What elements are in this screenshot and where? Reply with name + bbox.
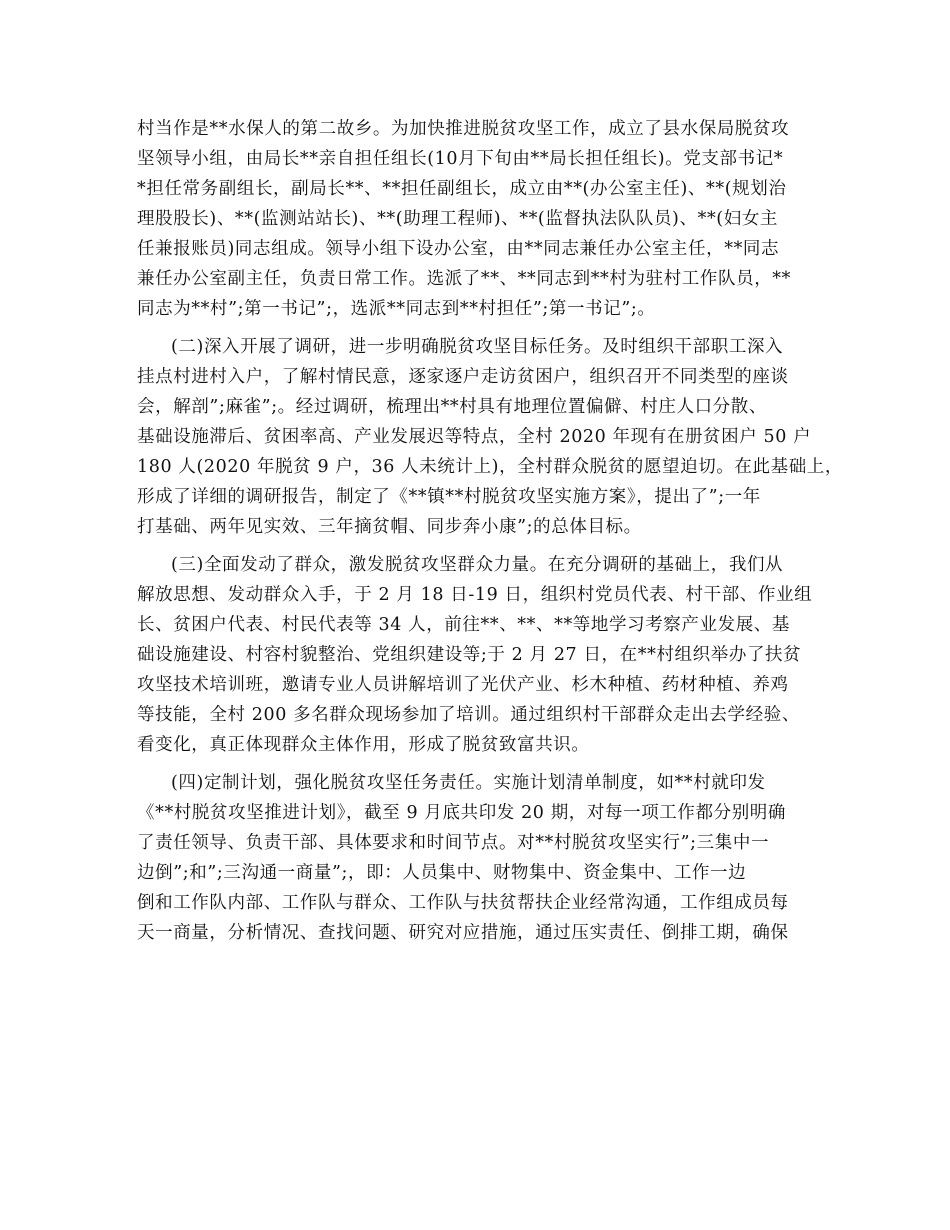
text-line: 倒和工作队内部、工作队与群众、工作队与扶贫帮扶企业经常沟通，工作组成员每 — [137, 893, 789, 913]
text-line: 形成了详细的调研报告，制定了《**镇**村脱贫攻坚实施方案》，提出了”;一年 — [137, 487, 761, 507]
text-line: 会，解剖”;麻雀”;。经过调研，梳理出**村具有地理位置偏僻、村庄人口分散、 — [137, 397, 767, 417]
paragraph-spacer — [137, 324, 817, 332]
text-line: *担任常务副组长，副局长**、**担任副组长，成立由**(办公室主任)、**(规划治 — [137, 179, 787, 199]
text-line: 攻坚技术培训班，邀请专业人员讲解培训了光伏产业、杉木种植、药材种植、养鸡 — [137, 675, 789, 695]
paragraph-spacer — [137, 542, 817, 550]
text-line: 等技能，全村 200 多名群众现场参加了培训。通过组织村干部群众走出去学经验、 — [137, 705, 800, 725]
paragraph-3 — [137, 550, 817, 760]
text-line: 了责任领导、负责干部、具体要求和时间节点。对**村脱贫攻坚实行”;三集中一 — [137, 833, 770, 853]
paragraph-spacer — [137, 760, 817, 768]
paragraph-2 — [137, 332, 844, 542]
text-line: 看变化，真正体现群众主体作用，形成了脱贫致富共识。 — [137, 735, 590, 755]
text-line: (三)全面发动了群众，激发脱贫攻坚群众力量。在充分调研的基础上，我们从 — [171, 555, 784, 575]
text-line: 边倒”;和”;三沟通一商量”;，即：人员集中、财物集中、资金集中、工作一边 — [137, 863, 747, 883]
text-line: 打基础、两年见实效、三年摘贫帽、同步奔小康”;的总体目标。 — [137, 517, 642, 537]
text-line: 坚领导小组，由局长**亲自担任组长(10月下旬由**局长担任组长)。党支部书记* — [137, 149, 784, 169]
text-line: (四)定制计划，强化脱贫攻坚任务责任。实施计划清单制度，如**村就印发 — [171, 773, 766, 793]
text-line: 村当作是**水保人的第二故乡。为加快推进脱贫攻坚工作，成立了县水保局脱贫攻 — [137, 119, 790, 139]
text-line: 同志为**村”;第一书记”;，选派**同志到**村担任”;第一书记”;。 — [137, 299, 656, 319]
text-line: 兼任办公室副主任，负责日常工作。选派了**、**同志到**村为驻村工作队员，** — [137, 269, 791, 289]
text-line: 解放思想、发动群众入手，于 2 月 18 日-19 日，组织村党员代表、村干部、作业组 — [137, 585, 813, 605]
text-line: 理股股长)、**(监测站站长)、**(助理工程师)、**(监督执法队队员)、**(妇女主 — [137, 209, 779, 229]
text-line: 础设施建设、村容村貌整治、党组织建设等;于 2 月 27 日，在**村组织举办了扶贫 — [137, 645, 802, 665]
paragraph-1 — [137, 114, 817, 324]
text-line: (二)深入开展了调研，进一步明确脱贫攻坚目标任务。及时组织干部职工深入 — [171, 337, 784, 357]
text-line: 180 人(2020 年脱贫 9 户，36 人未统计上)，全村群众脱贫的愿望迫切。在此基础上， — [137, 457, 844, 477]
text-line: 任兼报账员)同志组成。领导小组下设办公室，由**同志兼任办公室主任，**同志 — [137, 239, 780, 259]
text-line: 《**村脱贫攻坚推进计划》，截至 9 月底共印发 20 期，对每一项工作都分别明确 — [137, 803, 787, 823]
document-body — [137, 114, 844, 948]
text-line: 长、贫困户代表、村民代表等 34 人，前往**、**、**等地学习考察产业发展、基 — [137, 615, 790, 635]
text-line: 基础设施滞后、贫困率高、产业发展迟等特点，全村 2020 年现有在册贫困户 50 户 — [137, 427, 812, 447]
paragraph-4 — [137, 768, 817, 948]
text-line: 天一商量，分析情况、查找问题、研究对应措施，通过压实责任、倒排工期，确保 — [137, 923, 789, 943]
text-line: 挂点村进村入户，了解村情民意，逐家逐户走访贫困户，组织召开不同类型的座谈 — [137, 367, 789, 387]
